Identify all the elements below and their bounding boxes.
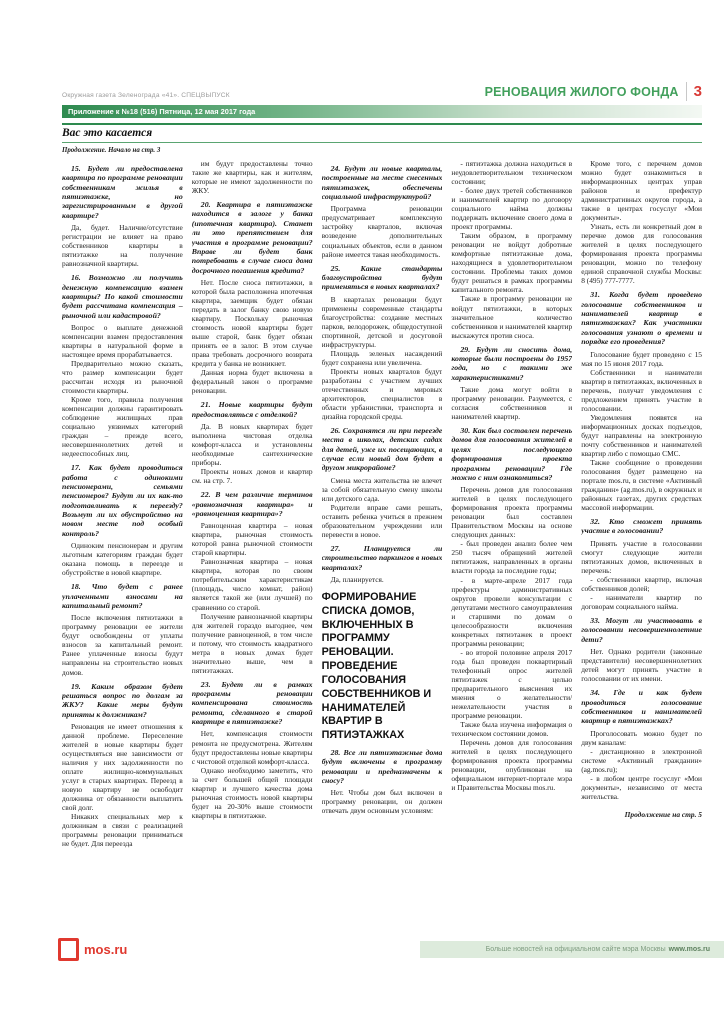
footer-info-bar xyxy=(420,941,724,958)
footer-info-text: Больше новостей на официальном сайте мэра Москвы xyxy=(485,946,666,953)
question: 29. Будут ли сносить дома, которые были построены до 1957 года, но с такими же характеристиками? xyxy=(451,344,573,382)
paragraph: - собственники квартир, включая собственников долей; xyxy=(581,574,702,593)
paragraph: Площадь зеленых насаждений будет сохранена или увеличена. xyxy=(321,348,443,367)
article-column-1 xyxy=(62,159,183,951)
continued-from-note: Продолжение. Начало на стр. 3 xyxy=(62,147,161,154)
paragraph: Также сообщение о проведении голосования будет размещено на портале mos.ru, в системе «Активный гражданин» (ag.mos.ru), в окружных и районных газетах, других средствах массовой информации. xyxy=(581,457,702,513)
paragraph: Нет. Чтобы дом был включен в программу реновации, он должен отвечать двум основным условиям: xyxy=(321,788,443,816)
page-content xyxy=(62,82,702,951)
mos-ru-logo xyxy=(58,938,127,961)
paragraph: Собственники и наниматели квартир в пятиэтажках, включенных в перечень, получат уведомления с предложением принять участие в голосовании. xyxy=(581,367,702,413)
paragraph: Равноценная квартира – новая квартира, рыночная стоимость которой равна рыночной стоимости старой квартиры. xyxy=(191,521,313,558)
question: 25. Какие стандарты благоустройства будут применяться в новых кварталах? xyxy=(321,263,443,292)
question: 17. Как будет проводиться работа с одинокими пенсионерами, семьями пенсионеров? Будут ли их как-то подготавливать к переезду? Возьмут ли их обустройство на новом месте под особый контроль? xyxy=(62,463,183,538)
rubric-band xyxy=(62,123,702,143)
question: 31. Когда будет проведено голосование собственников и нанимателей квартир в пятиэтажках? Как участники голосования узнают о времени и порядке его проведения? xyxy=(581,290,702,347)
continuation-note: Продолжение на стр. 5 xyxy=(624,809,702,819)
paragraph: им будут предоставлены точно такие же квартиры, как и жителям, которые не имеют задолженности по ЖКУ. xyxy=(191,159,313,196)
paragraph: Уведомления появятся на информационных досках подъездов, будут направлены на электронную почту собственников и нанимателей квартир либо с помощью СМС. xyxy=(581,412,702,458)
question: 33. Могут ли участвовать в голосовании несовершеннолетние дети? xyxy=(581,616,702,644)
paragraph: Да, планируется. xyxy=(330,575,384,584)
paragraph: Смена места жительства не влечет за собой обязательную смену школы или детского сада. xyxy=(321,475,443,503)
masthead xyxy=(62,82,702,101)
paragraph: После включения пятиэтажки в программу реновации ее жители будут освобождены от уплаты взносов за капитальный ремонт. Ранее уплаченные взносы будут направлены на строительство новых домов. xyxy=(62,613,183,677)
paragraph: - был проведен анализ более чем 250 тысяч обращений жителей пятиэтажек, направленных в органы власти города за последние годы; xyxy=(451,539,573,576)
article-column-5 xyxy=(581,159,702,951)
paragraph: Да, будет. Наличие/отсутствие регистрации не влияет на право собственников квартиры в пятиэтажке на получение равнозначной квартиры. xyxy=(62,223,183,269)
paragraph: Проголосовать можно будет по двум каналам: xyxy=(581,728,702,747)
question: 32. Кто сможет принять участие в голосовании? xyxy=(581,517,702,536)
paragraph: Перечень домов для голосования жителей в целях последующего формирования проекта программы реновации, опубликован на официальном интернет-портале мэра и Правительства Москвы mos.ru. xyxy=(451,738,573,793)
paragraph: Равнозначная квартира – новая квартира, которая по своим потребительским характеристикам (площадь, число комнат, район) является такой же (или лучшей) по сравнению со старой. xyxy=(191,557,313,612)
page-number: 3 xyxy=(693,83,702,100)
footer-site-link: www.mos.ru xyxy=(668,946,710,953)
paragraph: Вопрос о выплате денежной компенсации взамен предоставления квартиры в натуральной форме в настоящее время прорабатывается. xyxy=(62,322,183,360)
article-column-3 xyxy=(322,159,443,951)
paragraph: Программа реновации предусматривает комплексную застройку кварталов, включая возведение дополнительных социальных объектов, если в данном районе имеется такая необходимость. xyxy=(321,204,443,259)
paragraph: Кроме того, с перечнем домов можно будет ознакомиться в информационных центрах управ районов и префектур административных округов города, а также в центрах госуслуг «Мои документы». xyxy=(581,159,702,223)
issue-info-bar xyxy=(62,105,702,118)
paragraph: Также в программу реновации не войдут пятиэтажки, в которых значительное количество собственников и нанимателей квартир выскажутся против сноса. xyxy=(451,294,573,340)
question: 20. Квартира в пятиэтажке находится в залоге у банка (ипотечная квартира). Станет ли это препятствием для участия в программе реновации? Вправе ли будет банк потребовать в случае сноса дома досрочного погашения кредита? xyxy=(191,200,313,275)
article-columns xyxy=(62,159,702,951)
article-column-2 xyxy=(192,159,313,951)
question: 16. Возможно ли получить денежную компенсацию взамен квартиры? По какой стоимости будет рассчитана компенсация – рыночной или кадастровой? xyxy=(62,273,183,320)
question: 26. Сохранятся ли при переезде места в школах, детских садах для детей, уже их посещающих, в случае если новый дом будет в другом микрорайоне? xyxy=(321,426,443,473)
mos-logo-icon xyxy=(58,938,79,961)
question: 21. Новые квартиры будут предоставляться с отделкой? xyxy=(191,400,313,419)
paragraph: Данная норма будет включена в федеральный закон о программе реновации. xyxy=(191,368,313,396)
paragraph: В кварталах реновации будут применены современные стандарты благоустройства: создание местных парков, велодорожек, общедоступной спортивной, детской и досуговой инфраструктуры. xyxy=(321,294,443,349)
paragraph: - во второй половине апреля 2017 года был проведен поквартирный телефонный опрос жителей пятиэтажек с целью предварительного выяснения их мнения о желательности/нежелательности участия в программе реновации. xyxy=(451,647,573,720)
paragraph: Кроме того, правила получения компенсации должны гарантировать соблюдение жилищных прав социально уязвимых категорий граждан – прежде всего, несовершеннолетних детей и недееспособных лиц. xyxy=(62,395,183,459)
mos-logo-text: mos.ru xyxy=(84,942,128,957)
masthead-divider xyxy=(686,82,687,101)
paragraph: Нет, компенсация стоимости ремонта не предусмотрена. Жителям будут предоставлены новые квартиры с чистовой отделкой комфорт-класса. xyxy=(191,729,313,766)
question: 34. Где и как будет проводиться голосование собственников и нанимателей квартир в пятиэтажках? xyxy=(581,688,702,726)
question: 28. Все ли пятиэтажные дома будут включены в программу реновации и предназначены к сносу? xyxy=(321,747,443,785)
question: 22. В чем различие терминов «равнозначная квартира» и «равноценная квартира»? xyxy=(191,490,313,518)
paragraph: - дистанционно в электронной системе «Активный гражданин» (ag.mos.ru); xyxy=(581,746,702,774)
paragraph: Голосование будет проведено с 15 мая по 15 июня 2017 года. xyxy=(581,349,702,368)
paragraph: - пятиэтажка должна находиться в неудовлетворительном техническом состоянии; xyxy=(451,159,573,187)
masthead-section-title: РЕНОВАЦИЯ ЖИЛОГО ФОНДА xyxy=(484,84,679,99)
paragraph: Проекты новых кварталов будут разработаны с участием лучших отечественных и мировых архитекторов, специалистов в области урбанистики, транспорта и дизайна городской среды. xyxy=(321,366,443,421)
paragraph: - в марте-апреле 2017 года префектуры административных округов провели консультации с депутатами местного самоуправления и старшими по домам о целесообразности включения конкретных пятиэтажек в проект программы реновации; xyxy=(451,575,573,648)
paragraph: Также была изучена информация о техническом состоянии домов. xyxy=(451,720,573,739)
paragraph: Перечень домов для голосования жителей в целях последующего формирования проекта программы реновации был составлен Правительством Москвы на основе следующих данных: xyxy=(451,485,573,540)
paragraph: Родители вправе сами решать, оставить ребенка учиться в прежнем образовательном учреждении или перевести в новое. xyxy=(321,502,443,539)
paragraph: Однако необходимо заметить, что за счет большей общей площади квартир и лучшего качества дома рыночная стоимость новой квартиры будет на 20-30% выше стоимости квартиры в пятиэтажке. xyxy=(191,765,313,820)
paragraph: Предварительно можно сказать, что размер компенсации будет рассчитан исходя из рыночной стоимости квартиры. xyxy=(62,359,183,396)
paragraph: Да. В новых квартирах будет выполнена чистовая отделка комфорт-класса и установлены необходимые сантехнические приборы. xyxy=(191,421,313,468)
issue-info-text: Приложение к №18 (516) Пятница, 12 мая 2017 года xyxy=(68,107,256,116)
masthead-section xyxy=(485,82,702,101)
paragraph: Проекты новых домов и квартир см. на стр. 7. xyxy=(191,467,313,486)
question: 23. Будет ли в рамках программы реновации компенсирована стоимость ремонта, сделанного в старой квартире в пятиэтажке? xyxy=(191,679,313,727)
paragraph: Такие дома могут войти в программу реновации. Разумеется, с согласия собственников и нанимателей квартир. xyxy=(451,385,573,422)
paragraph: Таким образом, в программу реновации не войдут добротные комфортные пятиэтажные дома, находящиеся в удовлетворительном состоянии. Проблемы таких домов будут решаться в рамках программы капитального ремонта. xyxy=(451,231,573,295)
paragraph: Одиноким пенсионерам и другим льготным категориям граждан будет оказана помощь в переезде и обустройстве в новой квартире. xyxy=(62,541,183,578)
question: 27. Планируется ли строительство паркингов в новых кварталах? xyxy=(321,543,443,572)
section-heading: ФОРМИРОВАНИЕ СПИСКА ДОМОВ, ВКЛЮЧЕННЫХ В ПРОГРАММУ РЕНОВАЦИИ. ПРОВЕДЕНИЕ ГОЛОСОВАНИЯ СОБСТВЕННИКОВ И НАНИМАТЕЛЕЙ КВАРТИР В ПЯТИЭТАЖКАХ xyxy=(321,591,432,742)
paragraph: - в любом центре госуслуг «Мои документы», независимо от места жительства. xyxy=(581,773,702,801)
question: 19. Каким образом будет решаться вопрос по долгам за ЖКУ? Какие меры будут приняты к должникам? xyxy=(62,681,183,719)
question: 24. Будут ли новые кварталы, построенные на месте снесенных пятиэтажек, обеспечены социальной инфраструктурой? xyxy=(321,164,443,202)
masthead-gazette-name: Окружная газета Зеленограда «41». СПЕЦВЫПУСК xyxy=(62,92,230,99)
paragraph: Получение равнозначной квартиры для жителей гораздо выгоднее, чем получение равноценной, в том числе и потому, что стоимость квадратного метра в новых домах будет значительно выше, чем в пятиэтажках. xyxy=(191,611,313,675)
paragraph: Принять участие в голосовании смогут следующие жители пятиэтажных домов, включенных в перечень: xyxy=(581,538,702,575)
question: 18. Что будет с ранее уплаченными взносами на капитальный ремонт? xyxy=(62,582,183,610)
article-column-4 xyxy=(451,159,572,951)
question: 15. Будет ли предоставлена квартира по программе реновации собственникам жилья в пятиэтажке, но зарегистрированным в другой квартире? xyxy=(62,164,183,220)
paragraph: Нет. После сноса пятиэтажки, в которой была расположена ипотечная квартира, заемщик будет обязан передать в залог банку свою новую квартиру. Поскольку рыночная стоимость новой квартиры будет выше старой, банк будет обязан принять ее в залог. В этом случае права требовать досрочного возврата кредита у банка не возникнет. xyxy=(191,277,313,369)
paragraph: Узнать, есть ли конкретный дом в перечне домов для голосования жителей в целях последующего формирования проекта программы реновации, можно по телефону единой справочной службы Москвы: 8 (495) 777-7777. xyxy=(581,222,702,286)
paragraph: - более двух третей собственников и нанимателей квартир по договору социального найма должны поддержать включение своего дома в проект программы. xyxy=(451,186,573,232)
paragraph: - наниматели квартир по договорам социального найма. xyxy=(581,592,702,611)
paragraph: Реновация не имеет отношения к данной проблеме. Переселение жителей в новые квартиры будет осуществляться вне зависимости от наличия у них задолженности по оплате жилищно-коммунальных услуг в старых квартирах. Переезд в новую квартиру не освободит должника от обязанности выплатить свой долг. xyxy=(62,721,183,813)
paragraph: Нет. Однако родители (законные представители) несовершеннолетних детей могут принять участие в голосовании от их имени. xyxy=(581,647,702,684)
question: 30. Как был составлен перечень домов для голосования жителей в целях последующего формирования проекта программы реновации? Где можно с ним ознакомиться? xyxy=(451,426,573,482)
paragraph: Никаких специальных мер к должникам в связи с реализацией программы реновации приниматься не будет. Для переезда xyxy=(62,812,183,849)
rubric-title: Вас это касается xyxy=(62,127,153,139)
